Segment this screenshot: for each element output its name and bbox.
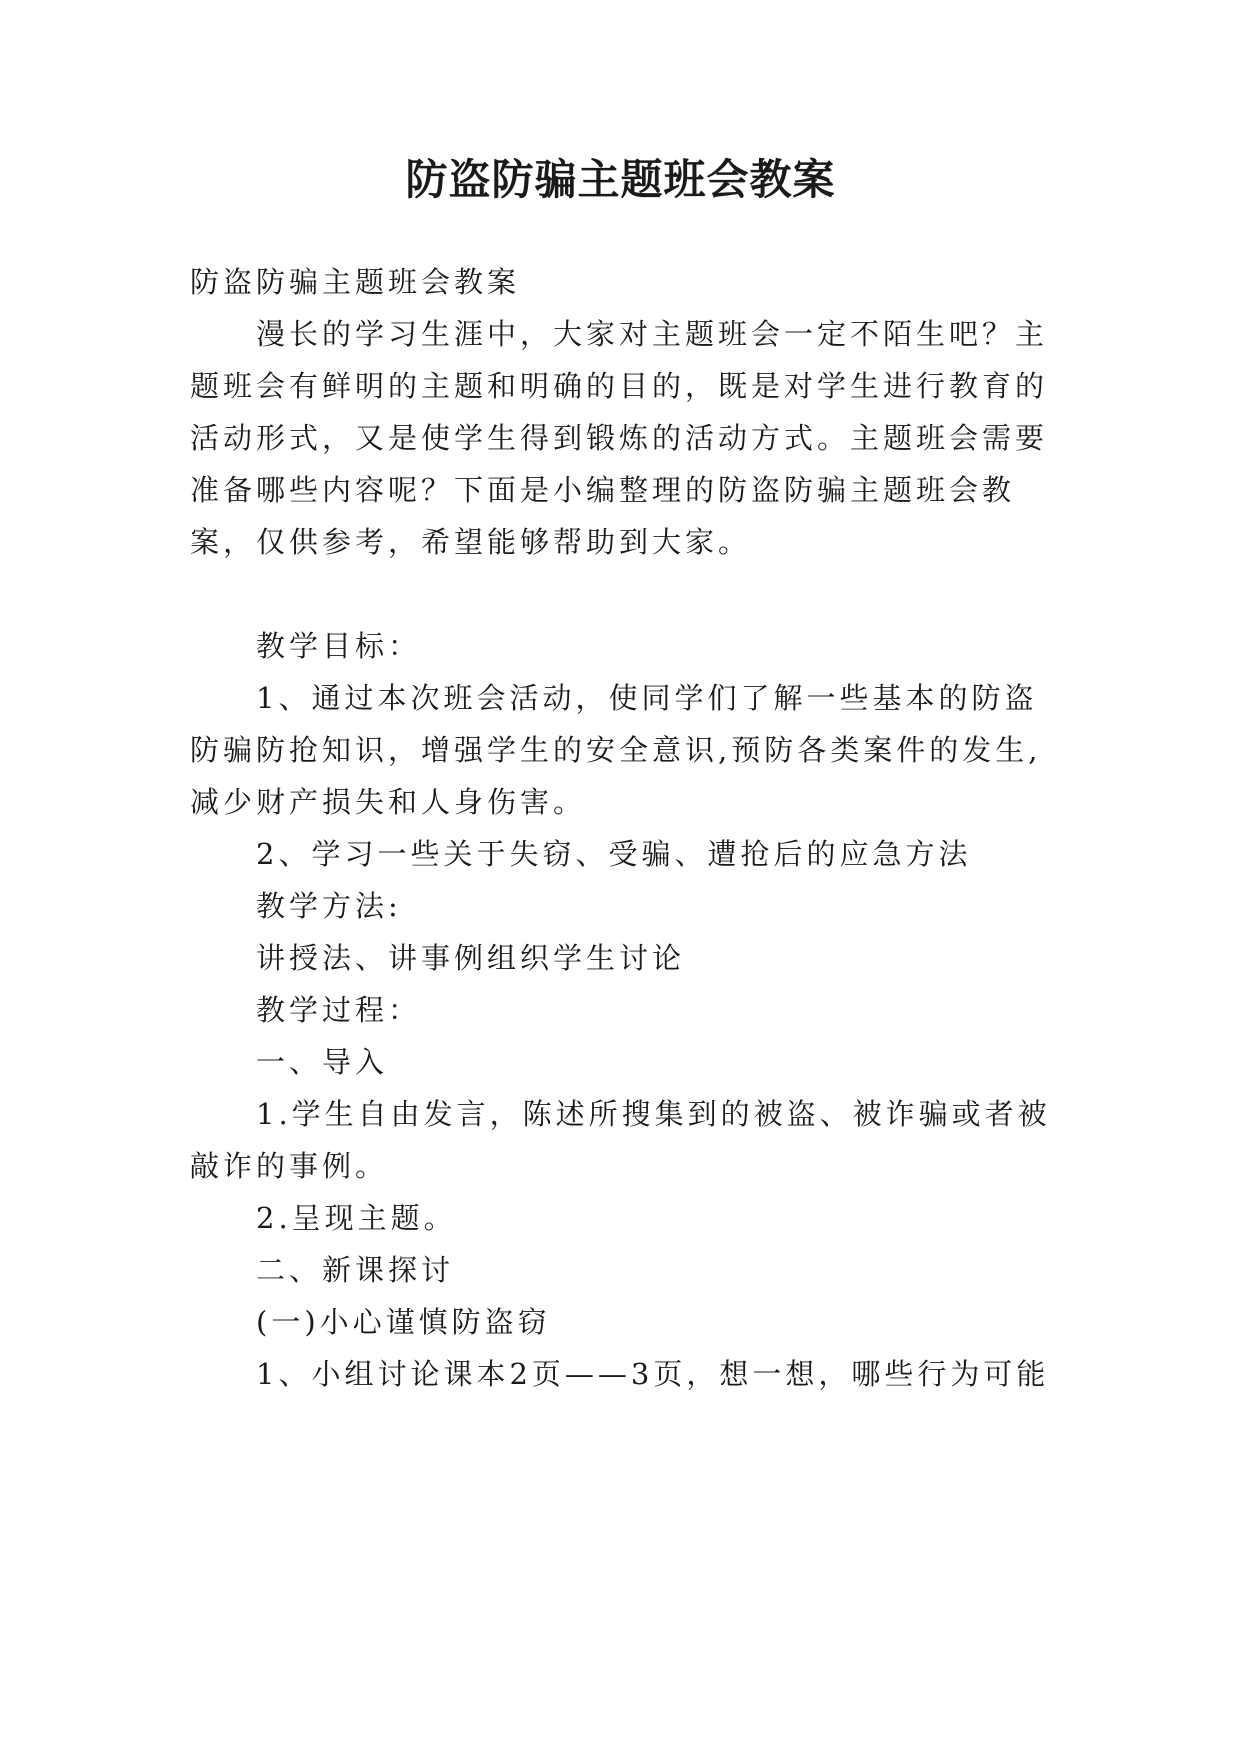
text-line: 1.学生自由发言，陈述所搜集到的被盗、被诈骗或者被 xyxy=(256,1097,1051,1131)
text-line: 教学目标： xyxy=(256,629,422,663)
text-line: 2.呈现主题。 xyxy=(256,1201,457,1235)
text-line: 防盗防骗主题班会教案 xyxy=(190,265,521,299)
text-line: 二、新课探讨 xyxy=(256,1253,455,1287)
text-line: 漫长的学习生涯中，大家对主题班会一定不陌生吧？主 xyxy=(256,317,1049,351)
text-line: 讲授法、讲事例组织学生讨论 xyxy=(256,941,686,975)
text-line: 防骗防抢知识，增强学生的安全意识,预防各类案件的发生, xyxy=(190,733,1042,767)
text-line: 教学过程： xyxy=(256,993,422,1027)
text-line: 1、小组讨论课本2页——3页，想一想，哪些行为可能 xyxy=(256,1357,1050,1391)
text-line: 案，仅供参考，希望能够帮助到大家。 xyxy=(190,525,752,559)
text-line: 一、导入 xyxy=(256,1045,389,1079)
text-line: 题班会有鲜明的主题和明确的目的，既是对学生进行教育的 xyxy=(190,369,1049,403)
text-line: 减少财产损失和人身伤害。 xyxy=(190,785,587,819)
text-line: 1、通过本次班会活动，使同学们了解一些基本的防盗 xyxy=(256,681,1038,715)
text-line: 教学方法: xyxy=(256,889,402,923)
text-line: 敲诈的事例。 xyxy=(190,1149,389,1183)
text-line: (一)小心谨慎防盗窃 xyxy=(256,1305,551,1339)
text-line: 准备哪些内容呢？下面是小编整理的防盗防骗主题班会教 xyxy=(190,473,1016,507)
text-line: 活动形式，又是使学生得到锻炼的活动方式。主题班会需要 xyxy=(190,421,1049,455)
text-line: 2、学习一些关于失窃、受骗、遭抢后的应急方法 xyxy=(256,837,972,871)
document-title: 防盗防骗主题班会教案 xyxy=(405,155,836,204)
